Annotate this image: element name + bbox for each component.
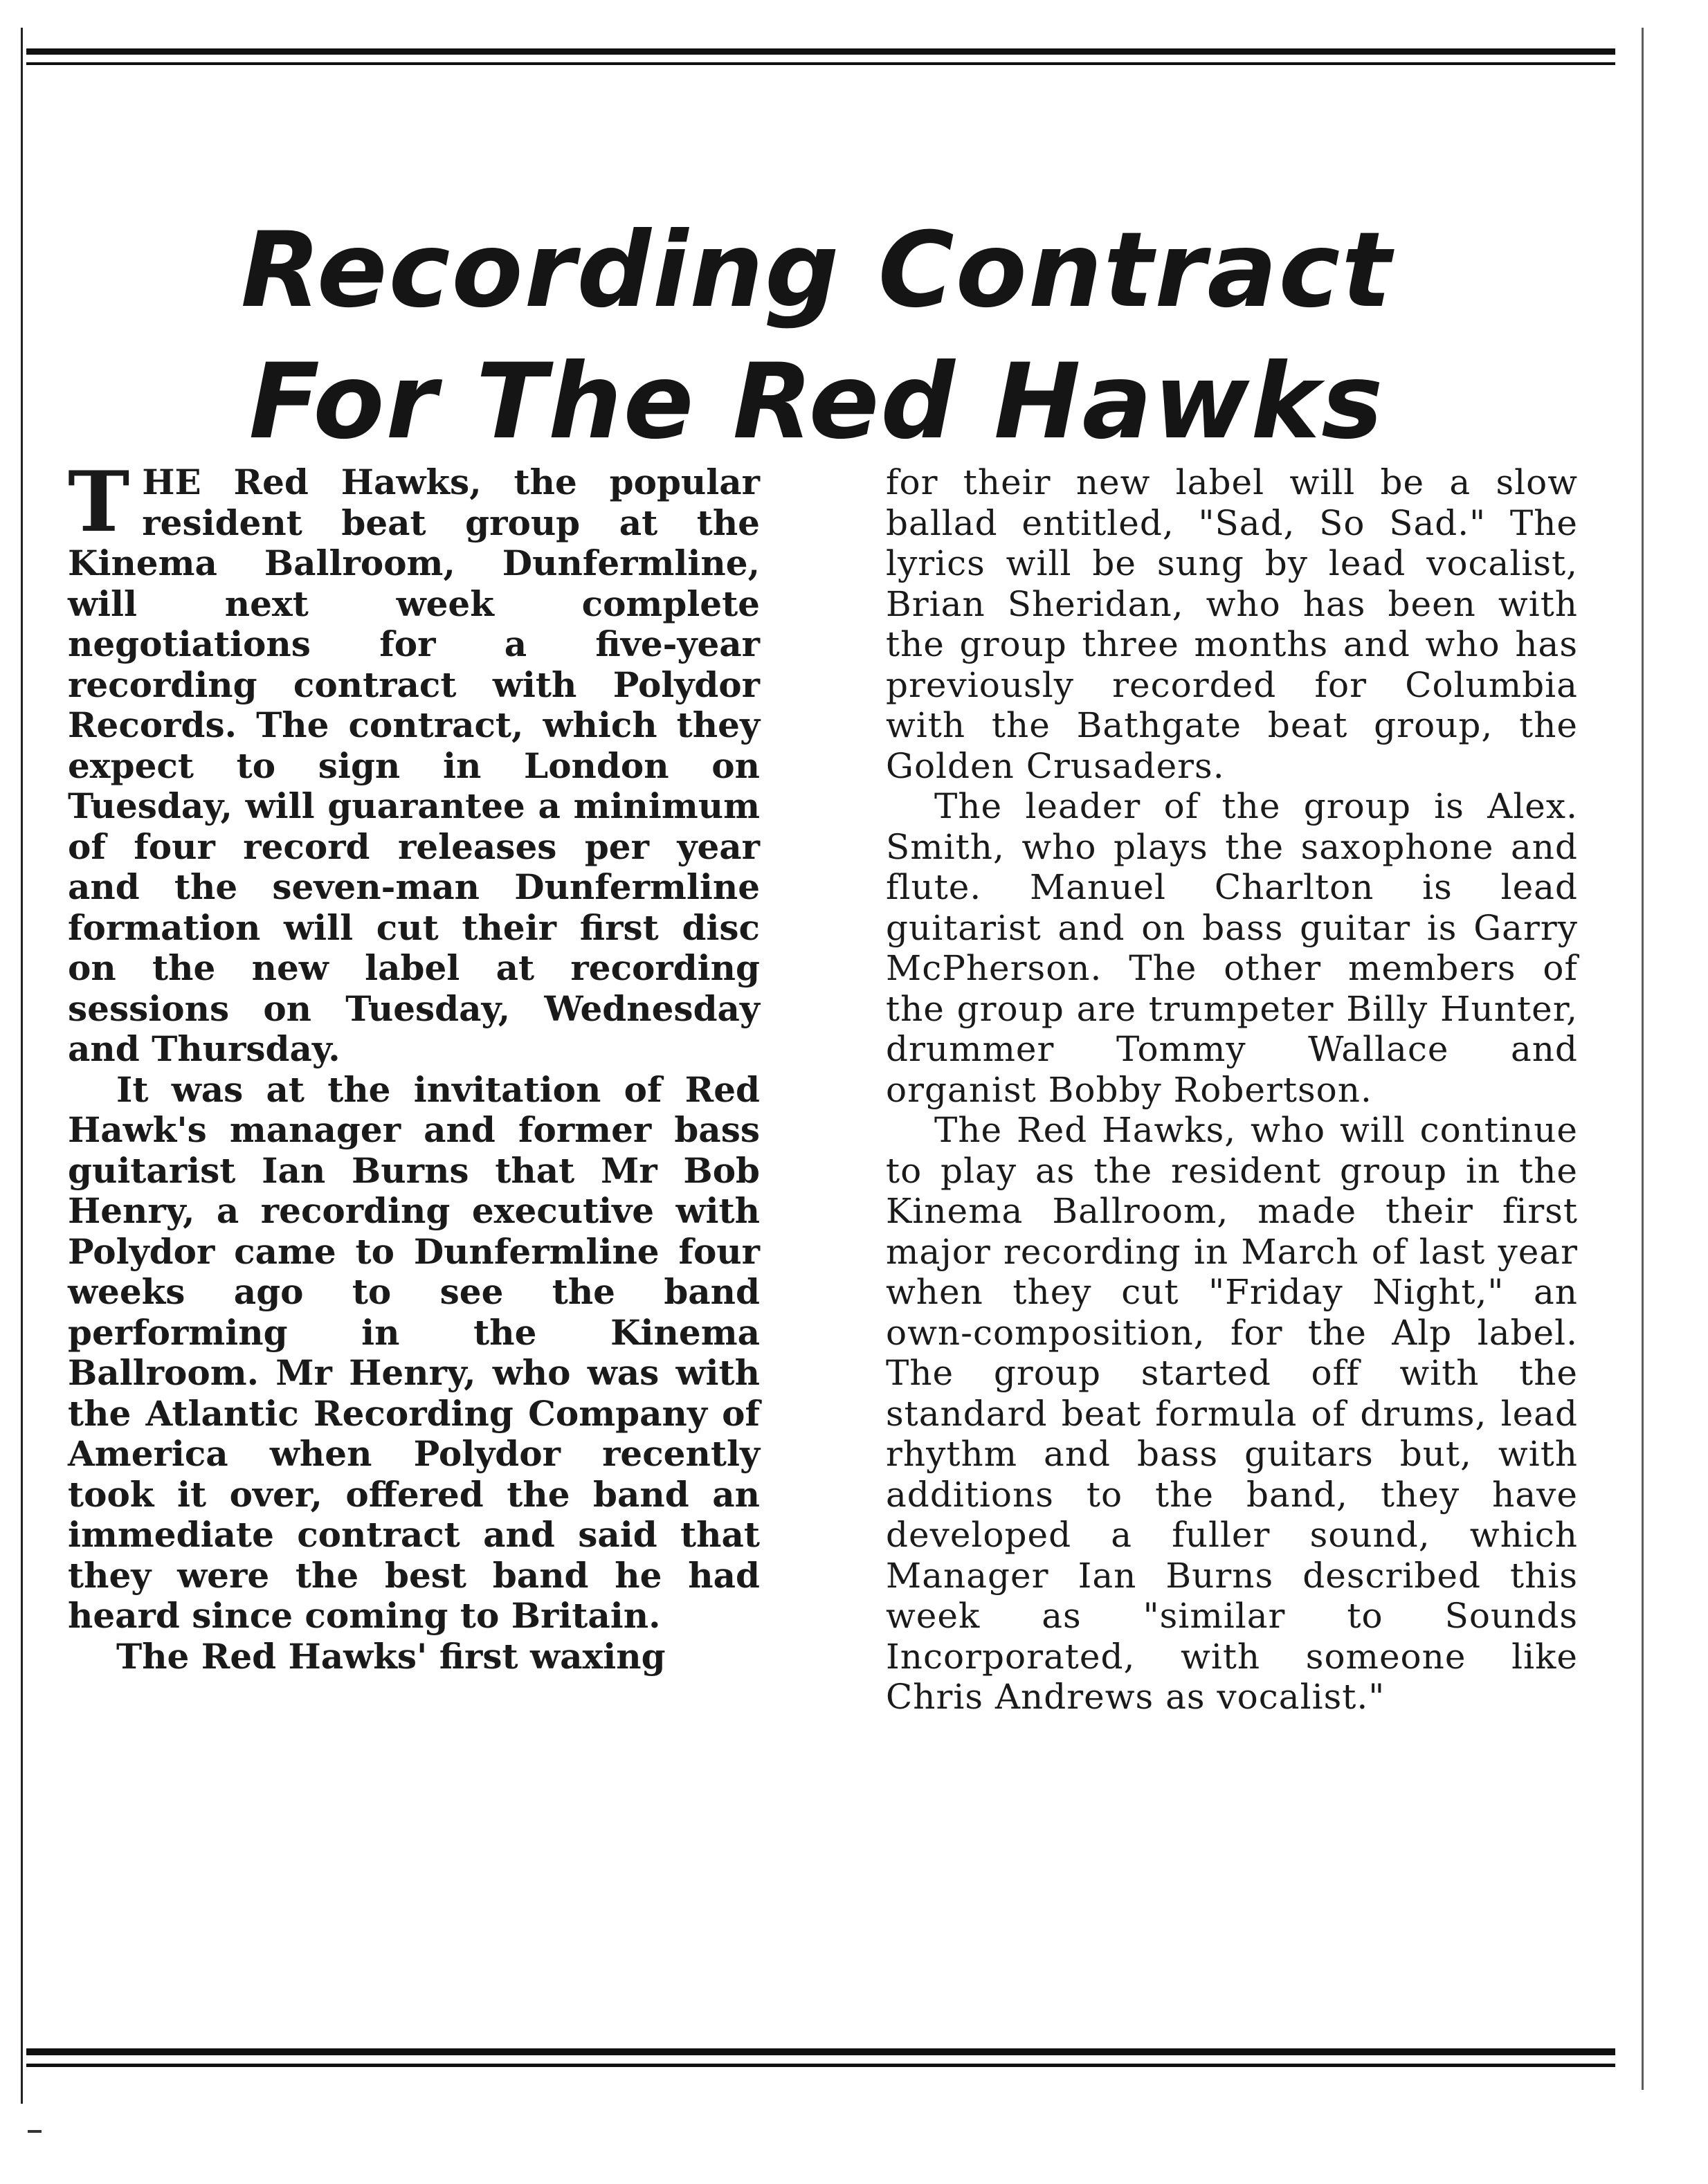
- bottom-rule-thick: [26, 2048, 1615, 2055]
- article-paragraph-1: [68, 453, 760, 1070]
- article-column-right: [886, 462, 1578, 1718]
- article-paragraph-3-start: The Red Hawks' first waxing: [116, 1635, 666, 1677]
- headline-line-2: For The Red Hawks: [248, 341, 1385, 462]
- headline-line-1: Recording Contract: [240, 210, 1393, 331]
- clipping-right-edge: [1642, 28, 1644, 2090]
- drop-cap: T: [68, 453, 130, 551]
- article-column-left: [68, 453, 760, 1677]
- bottom-rule-thin: [26, 2064, 1615, 2067]
- article-paragraph-5: The Red Hawks, who will continue to play as the resident group in the Kinema Ballroom, made their first major recording in March of last year when they cut "Friday Night," an own-composition, for the Alp label. The group started off with the standard beat formula of drums, lead rhythm and bass guitars but, with additions to the band, they have developed a fuller sound, which Manager Ian Burns described this week as "similar to Sounds Incorporated, with someone like Chris Andrews as vocalist.": [886, 1110, 1578, 1717]
- article-paragraph-3-cont: for their new label will be a slow ballad entitled, "Sad, So Sad." The lyrics will be sung by lead vocalist, Brian Sheridan, who has been with the group three months and who has previously recorded for Columbia with the Bathgate beat group, the Golden Crusaders.: [886, 462, 1578, 786]
- article-paragraph-2: It was at the invitation of Red Hawk's manager and former bass guitarist Ian Burns that Mr Bob Henry, a recording executive with Polydor came to Dunfermline four weeks ago to see the band performing in the Kinema Ballroom. Mr Henry, who was with the Atlantic Recording Company of America when Polydor recently took it over, offered the band an immediate contract and said that they were the best band he had heard since coming to Britain.: [68, 1068, 760, 1636]
- article-paragraph-4: The leader of the group is Alex. Smith, who plays the saxophone and flute. Manuel Charlton is lead guitarist and on bass guitar is Garry McPherson. The other members of the group are trumpeter Billy Hunter, drummer Tommy Wallace and organist Bobby Robertson.: [886, 786, 1578, 1110]
- margin-mark: [28, 2130, 42, 2133]
- top-rule-thick: [26, 48, 1615, 55]
- top-rule-thin: [26, 62, 1615, 65]
- article-paragraph-1-text: HE Red Hawks, the popular resident beat group at the Kinema Ballroom, Dunfermline, will next week complete negotiations for a five-year recording contract with Polydor Records. The contract, which they expect to sign in London on Tuesday, will guarantee a minimum of four record releases per year and the seven-man Dunfermline formation will cut their first disc on the new label at recording sessions on Tuesday, Wednesday and Thursday.: [68, 462, 760, 1069]
